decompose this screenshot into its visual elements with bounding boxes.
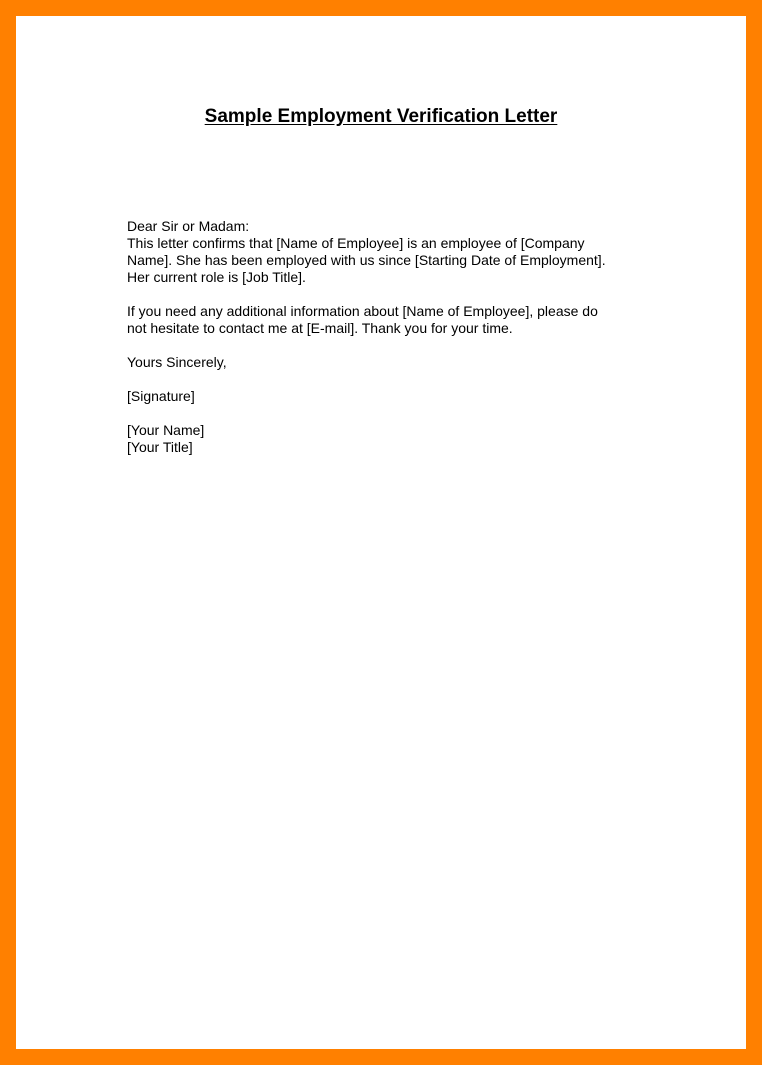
sender-title: [Your Title]	[127, 439, 193, 455]
spacer	[127, 337, 647, 354]
paragraph-line: This letter confirms that [Name of Employee] is an employee of [Company	[127, 235, 585, 251]
signature-placeholder: [Signature]	[127, 388, 195, 404]
sender-name: [Your Name]	[127, 422, 205, 438]
paragraph-line: Her current role is [Job Title].	[127, 269, 306, 285]
paragraph-line: not hesitate to contact me at [E-mail]. Thank you for your time.	[127, 320, 513, 336]
paragraph-line: If you need any additional information about [Name of Employee], please do	[127, 303, 598, 319]
closing: Yours Sincerely,	[127, 354, 227, 370]
letter-title: Sample Employment Verification Letter	[204, 106, 558, 127]
letter-page	[16, 16, 746, 1049]
spacer	[127, 286, 647, 303]
paragraph-contact	[127, 303, 647, 337]
paragraph-line: Name]. She has been employed with us since [Starting Date of Employment].	[127, 252, 606, 268]
salutation: Dear Sir or Madam:	[127, 218, 250, 234]
spacer	[127, 371, 647, 388]
spacer	[127, 405, 647, 422]
paragraph-confirmation	[127, 235, 647, 286]
letter-body	[127, 218, 647, 456]
